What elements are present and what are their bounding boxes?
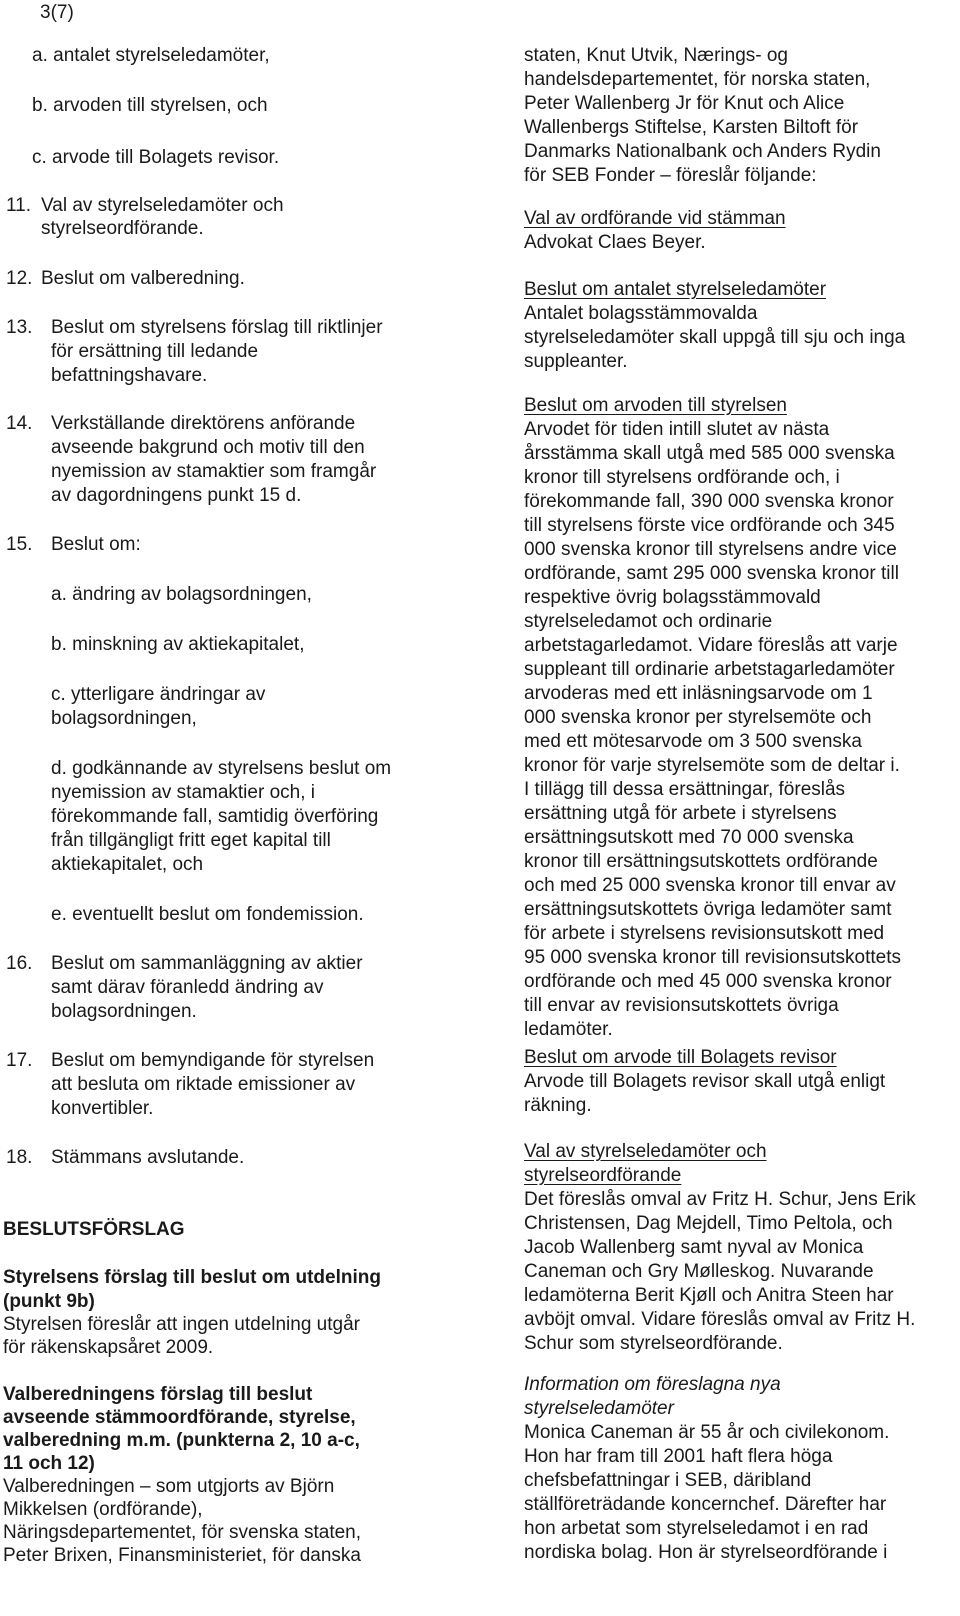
arvoden-text: till envar av revisionsutskottets övriga <box>524 995 839 1016</box>
info-text: ställföreträdande koncernchef. Därefter har <box>524 1494 887 1515</box>
arvoden-text: ersättning utgå för arbete i styrelsens <box>524 803 837 824</box>
val-text: avböjt omval. Vidare föreslås omval av Fritz H. <box>524 1309 916 1330</box>
arvoden-text: ledamöter. <box>524 1019 613 1040</box>
antal-section <box>524 278 960 374</box>
val-heading: styrelseordförande <box>524 1165 682 1186</box>
info-text: Hon har fram till 2001 haft flera höga <box>524 1446 833 1467</box>
arvoden-text: kronor till styrelsens ordförande och, i <box>524 467 840 488</box>
agenda-item-13-line: befattningshavare. <box>51 365 208 386</box>
agenda-item-18-line: Stämmans avslutande. <box>51 1147 245 1168</box>
arvoden-text: och med 25 000 svenska kronor till envar av <box>524 875 896 896</box>
arvoden-text: med ett mötesarvode om 3 500 svenska <box>524 731 862 752</box>
val-text: Schur som styrelseordförande. <box>524 1333 783 1354</box>
antal-heading: Beslut om antalet styrelseledamöter <box>524 279 827 300</box>
agenda-item-15e: e. eventuellt beslut om fondemission. <box>51 904 364 925</box>
agenda-item-15d: aktiekapitalet, och <box>51 854 204 875</box>
arvoden-text: arvoderas med ett inläsningsarvode om 1 <box>524 683 873 704</box>
valberedning-heading: 11 och 12) <box>3 1453 95 1474</box>
agenda-sub-10b: b. arvoden till styrelsen, och <box>32 95 268 116</box>
agenda-item-11-line: styrelseordförande. <box>41 218 204 239</box>
revisor-text: räkning. <box>524 1095 592 1116</box>
agenda-item-15d: nyemission av stamaktier och, i <box>51 782 315 803</box>
revisor-heading: Beslut om arvode till Bolagets revisor <box>524 1047 837 1068</box>
agenda-item-13-line: Beslut om styrelsens förslag till riktlinjer <box>51 317 383 338</box>
revisor-text: Arvode till Bolagets revisor skall utgå enligt <box>524 1071 886 1092</box>
utdelning-heading: (punkt 9b) <box>3 1291 95 1312</box>
arvoden-text: kronor till ersättningsutskottets ordförande <box>524 851 878 872</box>
arvoden-text: ordförande, samt 295 000 svenska kronor till <box>524 563 899 584</box>
agenda-item-18-number: 18. <box>6 1147 33 1168</box>
valberedning-text: Peter Brixen, Finansministeriet, för danska <box>3 1545 361 1566</box>
text-line: Danmarks Nationalbank och Anders Rydin <box>524 141 881 162</box>
agenda-item-15d: d. godkännande av styrelsens beslut om <box>51 758 392 779</box>
valberedning-heading: Valberedningens förslag till beslut <box>3 1384 313 1405</box>
arvoden-section <box>524 394 960 1042</box>
arvoden-text: Arvodet för tiden intill slutet av nästa <box>524 419 830 440</box>
valberedning-heading: avseende stämmoordförande, styrelse, <box>3 1407 356 1428</box>
val-heading: Val av styrelseledamöter och <box>524 1141 767 1162</box>
arvoden-text: till styrelsens förste vice ordförande och 345 <box>524 515 895 536</box>
info-text: Monica Caneman är 55 år och civilekonom. <box>524 1422 890 1443</box>
ordforande-section <box>524 207 960 255</box>
text-line: handelsdepartementet, för norska staten, <box>524 69 871 90</box>
agenda-item-15b: b. minskning av aktiekapitalet, <box>51 634 305 655</box>
arvoden-text: ordförande och med 45 000 svenska kronor <box>524 971 892 992</box>
agenda-item-13-line: för ersättning till ledande <box>51 341 259 362</box>
valberedning-intro <box>524 44 960 188</box>
valberedning-text: Valberedningen – som utgjorts av Björn <box>3 1476 335 1497</box>
val-text: Caneman och Gry Mølleskog. Nuvarande <box>524 1261 874 1282</box>
agenda-item-12-number: 12. <box>6 268 33 289</box>
arvoden-text: 95 000 svenska kronor till revisionsutskottets <box>524 947 902 968</box>
ordforande-text: Advokat Claes Beyer. <box>524 232 706 253</box>
agenda-item-17-line: konvertibler. <box>51 1098 154 1119</box>
valberedning-text: Näringsdepartementet, för svenska staten, <box>3 1522 362 1543</box>
info-heading: styrelseledamöter <box>524 1398 674 1419</box>
agenda-item-17-number: 17. <box>6 1050 33 1071</box>
utdelning-heading: Styrelsens förslag till beslut om utdelning <box>3 1267 381 1288</box>
arvoden-heading: Beslut om arvoden till styrelsen <box>524 395 787 416</box>
arvoden-text: för arbete i styrelsens revisionsutskott med <box>524 923 885 944</box>
revisor-section <box>524 1046 960 1118</box>
section-heading-beslutsforslag: BESLUTSFÖRSLAG <box>3 1219 185 1240</box>
info-text: chefsbefattningar i SEB, däribland <box>524 1470 812 1491</box>
info-text: hon arbetat som styrelseledamot i en rad <box>524 1518 869 1539</box>
ordforande-heading: Val av ordförande vid stämman <box>524 208 786 229</box>
agenda-item-15-line: Beslut om: <box>51 534 141 555</box>
arvoden-text: 000 svenska kronor till styrelsens andre vice <box>524 539 897 560</box>
agenda-item-14-number: 14. <box>6 413 33 434</box>
agenda-sub-10c: c. arvode till Bolagets revisor. <box>32 147 280 168</box>
agenda-item-16-line: Beslut om sammanläggning av aktier <box>51 953 363 974</box>
agenda-item-15c: bolagsordningen, <box>51 708 197 729</box>
val-section <box>524 1140 960 1356</box>
arvoden-text: suppleant till ordinarie arbetstagarledamöter <box>524 659 895 680</box>
arvoden-text: styrelseledamot och ordinarie <box>524 611 773 632</box>
info-heading: Information om föreslagna nya <box>524 1374 781 1395</box>
arvoden-text: årsstämma skall utgå med 585 000 svenska <box>524 443 895 464</box>
agenda-item-16-number: 16. <box>6 953 33 974</box>
agenda-item-11-number: 11. <box>6 195 32 216</box>
arvoden-text: ersättningsutskott med 70 000 svenska <box>524 827 854 848</box>
agenda-item-16-line: samt därav föranledd ändring av <box>51 977 324 998</box>
agenda-item-15a: a. ändring av bolagsordningen, <box>51 584 312 605</box>
val-text: Det föreslås omval av Fritz H. Schur, Jens Erik <box>524 1189 916 1210</box>
arvoden-text: respektive övrig bolagsstämmovald <box>524 587 821 608</box>
agenda-item-17-line: att besluta om riktade emissioner av <box>51 1074 356 1095</box>
antal-text: styrelseledamöter skall uppgå till sju och inga <box>524 327 906 348</box>
utdelning-text: för räkenskapsåret 2009. <box>3 1337 214 1358</box>
val-text: Jacob Wallenberg samt nyval av Monica <box>524 1237 864 1258</box>
text-line: för SEB Fonder – föreslår följande: <box>524 165 817 186</box>
agenda-item-17-line: Beslut om bemyndigande för styrelsen <box>51 1050 375 1071</box>
agenda-item-13-number: 13. <box>6 317 33 338</box>
page-number: 3(7) <box>40 2 74 23</box>
arvoden-text: I tillägg till dessa ersättningar, föreslås <box>524 779 846 800</box>
antal-text: Antalet bolagsstämmovalda <box>524 303 758 324</box>
agenda-item-15c: c. ytterligare ändringar av <box>51 684 266 705</box>
agenda-item-15d: förekommande fall, samtidig överföring <box>51 806 379 827</box>
arvoden-text: förekommande fall, 390 000 svenska kronor <box>524 491 894 512</box>
arvoden-text: ersättningsutskottets övriga ledamöter samt <box>524 899 892 920</box>
info-text: nordiska bolag. Hon är styrelseordförande i <box>524 1542 888 1563</box>
agenda-item-11-line: Val av styrelseledamöter och <box>41 195 284 216</box>
agenda-item-15d: från tillgängligt fritt eget kapital till <box>51 830 331 851</box>
utdelning-text: Styrelsen föreslår att ingen utdelning utgår <box>3 1314 360 1335</box>
val-text: Christensen, Dag Mejdell, Timo Peltola, och <box>524 1213 893 1234</box>
agenda-item-14-line: av dagordningens punkt 15 d. <box>51 485 302 506</box>
valberedning-heading: valberedning m.m. (punkterna 2, 10 a-c, <box>3 1430 360 1451</box>
antal-text: suppleanter. <box>524 351 628 372</box>
val-text: ledamöterna Berit Kjøll och Anitra Steen har <box>524 1285 894 1306</box>
info-section <box>524 1373 960 1565</box>
agenda-item-16-line: bolagsordningen. <box>51 1001 197 1022</box>
agenda-item-14-line: avseende bakgrund och motiv till den <box>51 437 365 458</box>
agenda-sub-10a: a. antalet styrelseledamöter, <box>32 45 270 66</box>
text-line: staten, Knut Utvik, Nærings- og <box>524 45 788 66</box>
valberedning-text: Mikkelsen (ordförande), <box>3 1499 203 1520</box>
agenda-item-15-number: 15. <box>6 534 33 555</box>
agenda-item-14-line: Verkställande direktörens anförande <box>51 413 356 434</box>
arvoden-text: arbetstagarledamot. Vidare föreslås att varje <box>524 635 898 656</box>
text-line: Wallenbergs Stiftelse, Karsten Biltoft för <box>524 117 859 138</box>
agenda-item-12-line: Beslut om valberedning. <box>41 268 245 289</box>
agenda-item-14-line: nyemission av stamaktier som framgår <box>51 461 377 482</box>
arvoden-text: kronor för varje styrelsemöte som de deltar i. <box>524 755 900 776</box>
text-line: Peter Wallenberg Jr för Knut och Alice <box>524 93 845 114</box>
arvoden-text: 000 svenska kronor per styrelsemöte och <box>524 707 872 728</box>
